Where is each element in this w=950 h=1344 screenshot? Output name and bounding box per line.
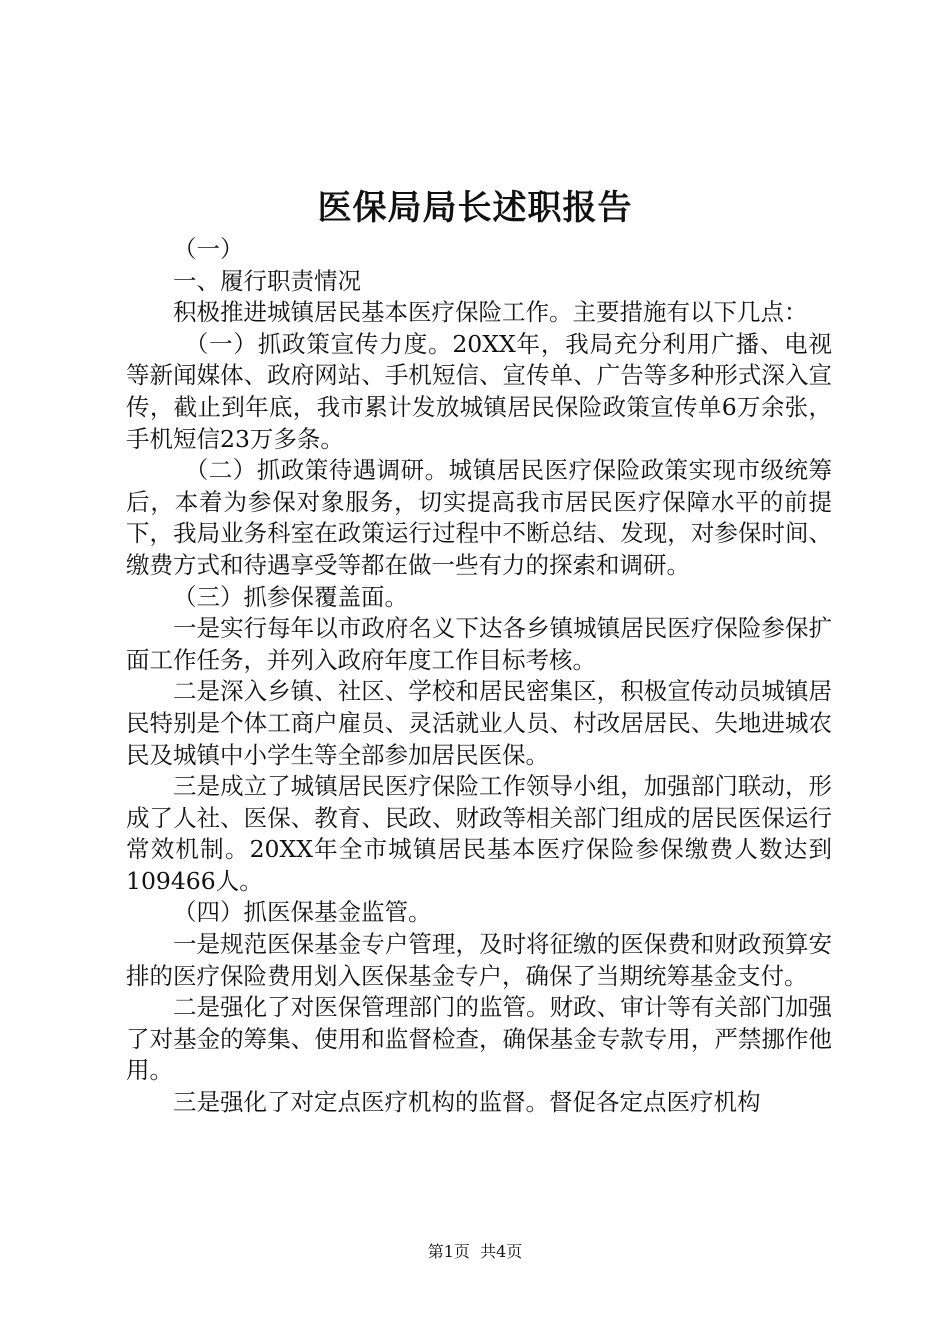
sub-heading: （三）抓参保覆盖面。 [173,582,408,611]
document-body [126,234,832,1119]
paragraph: 一是规范医保基金专户管理，及时将征缴的医保费和财政预算安排的医疗保险费用划入医保基金专户，确保了当期统筹基金支付。 [126,930,832,990]
paragraph: 积极推进城镇居民基本医疗保险工作。主要措施有以下几点： [173,298,808,327]
paragraph: 一是实行每年以市政府名义下达各乡镇城镇居民医疗保险参保扩面工作任务，并列入政府年度工作目标考核。 [126,614,832,674]
section-marker: （一） [173,235,244,263]
paragraph: （一）抓政策宣传力度。20XX年，我局充分利用广播、电视等新闻媒体、政府网站、手机短信、宣传单、广告等多种形式深入宣传，截止到年底，我市累计发放城镇居民保险政策宣传单6万余张，手机短信23万多条。 [126,329,832,453]
page-number: 第1页 共4页 [427,1242,523,1261]
paragraph: 二是强化了对医保管理部门的监管。财政、审计等有关部门加强了对基金的筹集、使用和监督检查，确保基金专款专用，严禁挪作他用。 [126,993,832,1085]
paragraph: 二是深入乡镇、社区、学校和居民密集区，积极宣传动员城镇居民特别是个体工商户雇员、灵活就业人员、村改居居民、失地进城农民及城镇中小学生等全部参加居民医保。 [126,677,832,769]
paragraph: （二）抓政策待遇调研。城镇居民医疗保险政策实现市级统筹后，本着为参保对象服务，切实提高我市居民医疗保障水平的前提下，我局业务科室在政策运行过程中不断总结、发现，对参保时间、缴费方式和待遇享受等都在做一些有力的探索和调研。 [126,456,832,579]
sub-heading: （四）抓医保基金监管。 [173,898,432,927]
document-title: 医保局局长述职报告 [317,188,633,228]
section-heading: 一、履行职责情况 [173,266,361,295]
paragraph: 三是强化了对定点医疗机构的监督。督促各定点医疗机构 [173,1088,761,1117]
page-footer [0,1241,950,1263]
paragraph: 三是成立了城镇居民医疗保险工作领导小组，加强部门联动，形成了人社、医保、教育、民政、财政等相关部门组成的居民医保运行常效机制。20XX年全市城镇居民基本医疗保险参保缴费人数达到109466人。 [126,772,832,895]
